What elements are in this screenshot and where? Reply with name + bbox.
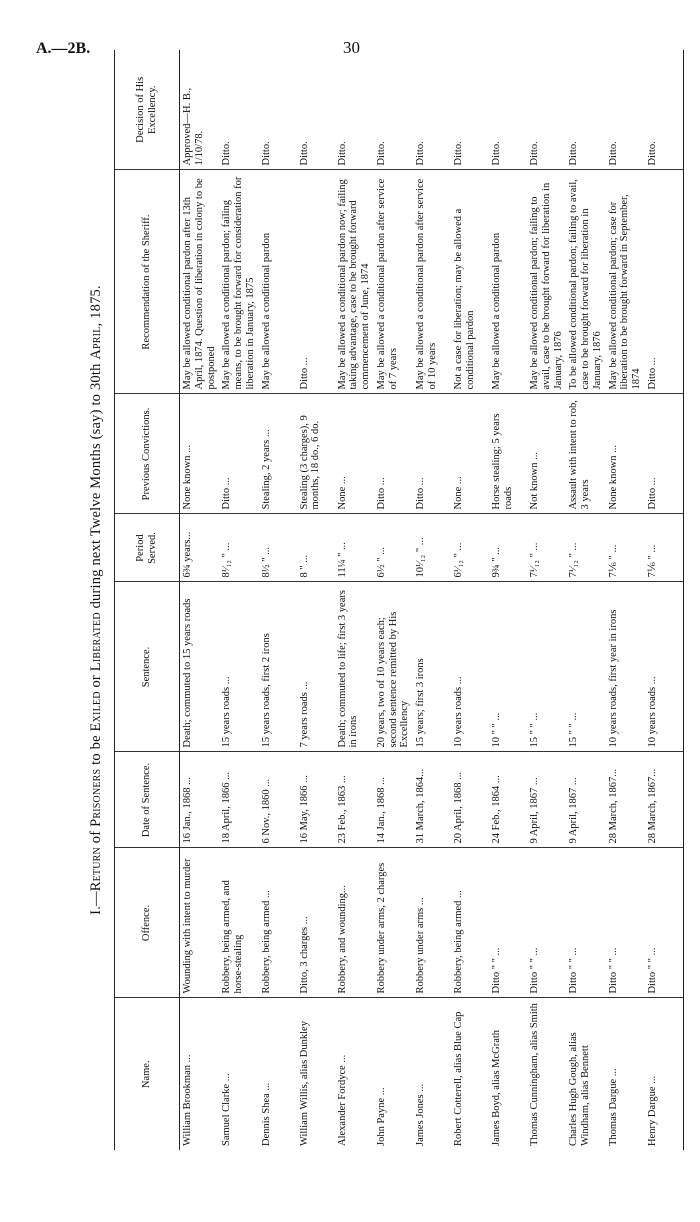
table-row [451, 50, 489, 1150]
cell-recommendation: May be allowed a conditional pardon after service of 7 years [374, 170, 413, 394]
col-previous: Previous Convictions. [115, 394, 180, 514]
header-row [115, 50, 180, 1150]
col-recommendation: Recommendation of the Sheriff. [115, 170, 180, 394]
cell-recommendation: Ditto ... [645, 170, 684, 394]
title-to-be: to be [88, 735, 104, 765]
cell-recommendation: May be allowed conditional pardon; failing to avail, case to be brought forward for liberation in January, 1876 [527, 170, 566, 394]
cell-previous: Ditto ... [219, 394, 258, 514]
cell-name: James Jones ... [415, 1083, 426, 1146]
page-number: 30 [343, 38, 360, 57]
cell-date: 28 March, 1867... [645, 752, 684, 848]
cell-date: 24 Feb., 1864 ... [489, 752, 527, 848]
cell-sentence: 15 years roads ... [219, 582, 258, 752]
cell-offence: Ditto " " ... [527, 848, 566, 998]
cell-decision: Ditto. [489, 50, 527, 170]
cell-name: Charles Hugh Gough, alias Windham, alias Bennett [568, 1032, 591, 1146]
cell-period: 8¹⁄₁₂ " ... [219, 514, 258, 582]
title-prefix: I.— [88, 891, 104, 915]
cell-name: Robert Cotterell, alias Blue Cap [453, 1011, 464, 1146]
cell-date: 20 April, 1868 ... [451, 752, 489, 848]
cell-name: Thomas Cunningham, alias Smith [529, 1003, 540, 1146]
cell-name: Thomas Dargue ... [607, 1068, 619, 1146]
title-of: of [88, 830, 104, 844]
cell-date: 18 April, 1866 ... [219, 752, 258, 848]
cell-decision: Ditto. [335, 50, 374, 170]
cell-decision: Approved—H. B., 1/10/78. [180, 50, 220, 170]
cell-period: 7⅙ " ... [606, 514, 645, 582]
cell-sentence: 20 years, two of 10 years each; second sentence remitted by His Excellency [374, 582, 413, 752]
cell-decision: Ditto. [297, 50, 335, 170]
cell-period: 7¹⁄₁₂ " ... [566, 514, 605, 582]
cell-name: John Payne ... [375, 1087, 387, 1146]
cell-previous: Not known ... [527, 394, 566, 514]
col-name: Name. [115, 998, 180, 1150]
table-row [180, 50, 220, 1150]
cell-period: 8½ " ... [259, 514, 297, 582]
cell-offence: Robbery under arms ... [413, 848, 451, 998]
col-decision: Decision of His Excellency. [115, 50, 180, 170]
cell-period: 7¹⁄₁₂ " ... [527, 514, 566, 582]
cell-recommendation: May be allowed a conditional pardon [259, 170, 297, 394]
col-period: Period Served. [115, 514, 180, 582]
table-row [606, 50, 645, 1150]
cell-decision: Ditto. [566, 50, 605, 170]
cell-sentence: Death; commuted to 15 years roads [180, 582, 220, 752]
cell-name: Alexander Fordyce ... [336, 1054, 348, 1146]
cell-period: 6½ " ... [374, 514, 413, 582]
title-april: April [88, 326, 104, 360]
cell-recommendation: May be allowed a conditional pardon [489, 170, 527, 394]
cell-sentence: 10 years roads, first year in irons [606, 582, 645, 752]
cell-offence: Ditto " " ... [566, 848, 605, 998]
cell-previous: Ditto ... [374, 394, 413, 514]
cell-sentence: 10 years roads ... [451, 582, 489, 752]
cell-recommendation: Not a case for liberation; may be allowed a conditional pardon [451, 170, 489, 394]
cell-name: William Willis, alias Dunkley [298, 1021, 310, 1146]
table-row [645, 50, 684, 1150]
table-title [88, 50, 105, 1150]
cell-date: 9 April, 1867 ... [566, 752, 605, 848]
table-row [566, 50, 605, 1150]
cell-previous: Stealing, 2 years ... [259, 394, 297, 514]
cell-period: 10¹⁄₁₂ " ... [413, 514, 451, 582]
cell-offence: Robbery, being armed ... [259, 848, 297, 998]
col-offence: Offence. [115, 848, 180, 998]
cell-offence: Robbery under arms, 2 charges [374, 848, 413, 998]
cell-decision: Ditto. [374, 50, 413, 170]
cell-sentence: 15 years; first 3 irons [413, 582, 451, 752]
cell-offence: Ditto, 3 charges ... [297, 848, 335, 998]
cell-offence: Robbery, and wounding... [335, 848, 374, 998]
cell-date: 6 Nov., 1860 ... [259, 752, 297, 848]
cell-previous: Horse stealing; 5 years roads [489, 394, 527, 514]
title-prisoners: Prisoners [88, 768, 104, 827]
cell-date: 28 March, 1867... [606, 752, 645, 848]
cell-name: Samuel Clarke ... [221, 1073, 233, 1146]
cell-name: Dennis Shea ... [260, 1082, 272, 1146]
cell-period: 9¾ " ... [489, 514, 527, 582]
cell-decision: Ditto. [451, 50, 489, 170]
title-liberated: Liberated [88, 612, 104, 672]
cell-recommendation: To be allowed conditional pardon; failing to avail, case to be brought forward for liberation in January, 1876 [566, 170, 605, 394]
cell-recommendation: Ditto ... [297, 170, 335, 394]
table-row [527, 50, 566, 1150]
table-row [374, 50, 413, 1150]
cell-previous: Ditto ... [413, 394, 451, 514]
cell-previous: Ditto ... [645, 394, 684, 514]
cell-date: 16 Jan., 1868 ... [180, 752, 220, 848]
cell-decision: Ditto. [606, 50, 645, 170]
cell-name: William Brookman ... [182, 1054, 193, 1146]
cell-offence: Ditto " " ... [606, 848, 645, 998]
cell-date: 31 March, 1864... [413, 752, 451, 848]
table-row [335, 50, 374, 1150]
cell-previous: None known ... [606, 394, 645, 514]
cell-offence: Robbery, being armed ... [451, 848, 489, 998]
cell-date: 9 April, 1867 ... [527, 752, 566, 848]
page-reference: A.—2B. [36, 40, 91, 57]
cell-previous: Stealing (3 charges), 9 months, 18 do., 6 do. [297, 394, 335, 514]
title-or: or [88, 675, 104, 688]
cell-previous: None ... [335, 394, 374, 514]
table-row [413, 50, 451, 1150]
cell-offence: Robbery, being armed, and horse-stealing [219, 848, 258, 998]
col-sentence: Sentence. [115, 582, 180, 752]
cell-decision: Ditto. [645, 50, 684, 170]
prisoners-table [114, 50, 684, 1150]
table-row [259, 50, 297, 1150]
title-middle: during next Twelve Months (say) to 30th [88, 363, 104, 609]
cell-previous: Assault with intent to rob, 3 years [566, 394, 605, 514]
cell-decision: Ditto. [527, 50, 566, 170]
cell-period: 7⅙ " ... [645, 514, 684, 582]
cell-date: 16 May, 1866 ... [297, 752, 335, 848]
table-row [219, 50, 258, 1150]
cell-recommendation: May be allowed conditional pardon; case for liberation to be brought forward in September, 1874 [606, 170, 645, 394]
cell-name: James Boyd, alias McGrath [491, 1029, 502, 1146]
title-year: , 1875. [88, 285, 104, 327]
cell-recommendation: May be allowed a conditional pardon now; failing taking advantage, case to be brought forward commencement of June, 1874 [335, 170, 374, 394]
cell-period: 11¼ " ... [335, 514, 374, 582]
cell-period: 6¾ years... [180, 514, 220, 582]
table-row [489, 50, 527, 1150]
cell-sentence: 10 " " ... [489, 582, 527, 752]
title-return: Return [88, 847, 104, 892]
cell-sentence: 15 years roads, first 2 irons [259, 582, 297, 752]
cell-sentence: 10 years roads ... [645, 582, 684, 752]
cell-offence: Ditto " " ... [645, 848, 684, 998]
cell-offence: Ditto " " ... [489, 848, 527, 998]
cell-date: 23 Feb., 1863 ... [335, 752, 374, 848]
cell-recommendation: May be allowed a conditional pardon; failing means, to be brought forward for consideration for liberation in January, 1875 [219, 170, 258, 394]
cell-recommendation: May be allowed a conditional pardon after service of 10 years [413, 170, 451, 394]
cell-sentence: 7 years roads ... [297, 582, 335, 752]
col-date: Date of Sentence. [115, 752, 180, 848]
cell-name: Henry Dargue ... [645, 998, 684, 1150]
cell-period: 8 " ... [297, 514, 335, 582]
cell-previous: None ... [451, 394, 489, 514]
cell-decision: Ditto. [259, 50, 297, 170]
cell-previous: None known ... [180, 394, 220, 514]
cell-decision: Ditto. [219, 50, 258, 170]
cell-date: 14 Jan., 1868 ... [374, 752, 413, 848]
cell-sentence: 15 " " ... [566, 582, 605, 752]
table-row [297, 50, 335, 1150]
cell-sentence: Death; commuted to life; first 3 years in irons [335, 582, 374, 752]
cell-recommendation: May be allowed conditional pardon after 13th April, 1874. Question of liberation in colony to be postponed [180, 170, 220, 394]
cell-offence: Wounding with intent to murder [180, 848, 220, 998]
rotated-table-area [88, 50, 662, 1150]
cell-sentence: 15 " " ... [527, 582, 566, 752]
cell-period: 6¹⁄₁₂ " ... [451, 514, 489, 582]
title-exiled: Exiled [88, 691, 104, 732]
cell-decision: Ditto. [413, 50, 451, 170]
